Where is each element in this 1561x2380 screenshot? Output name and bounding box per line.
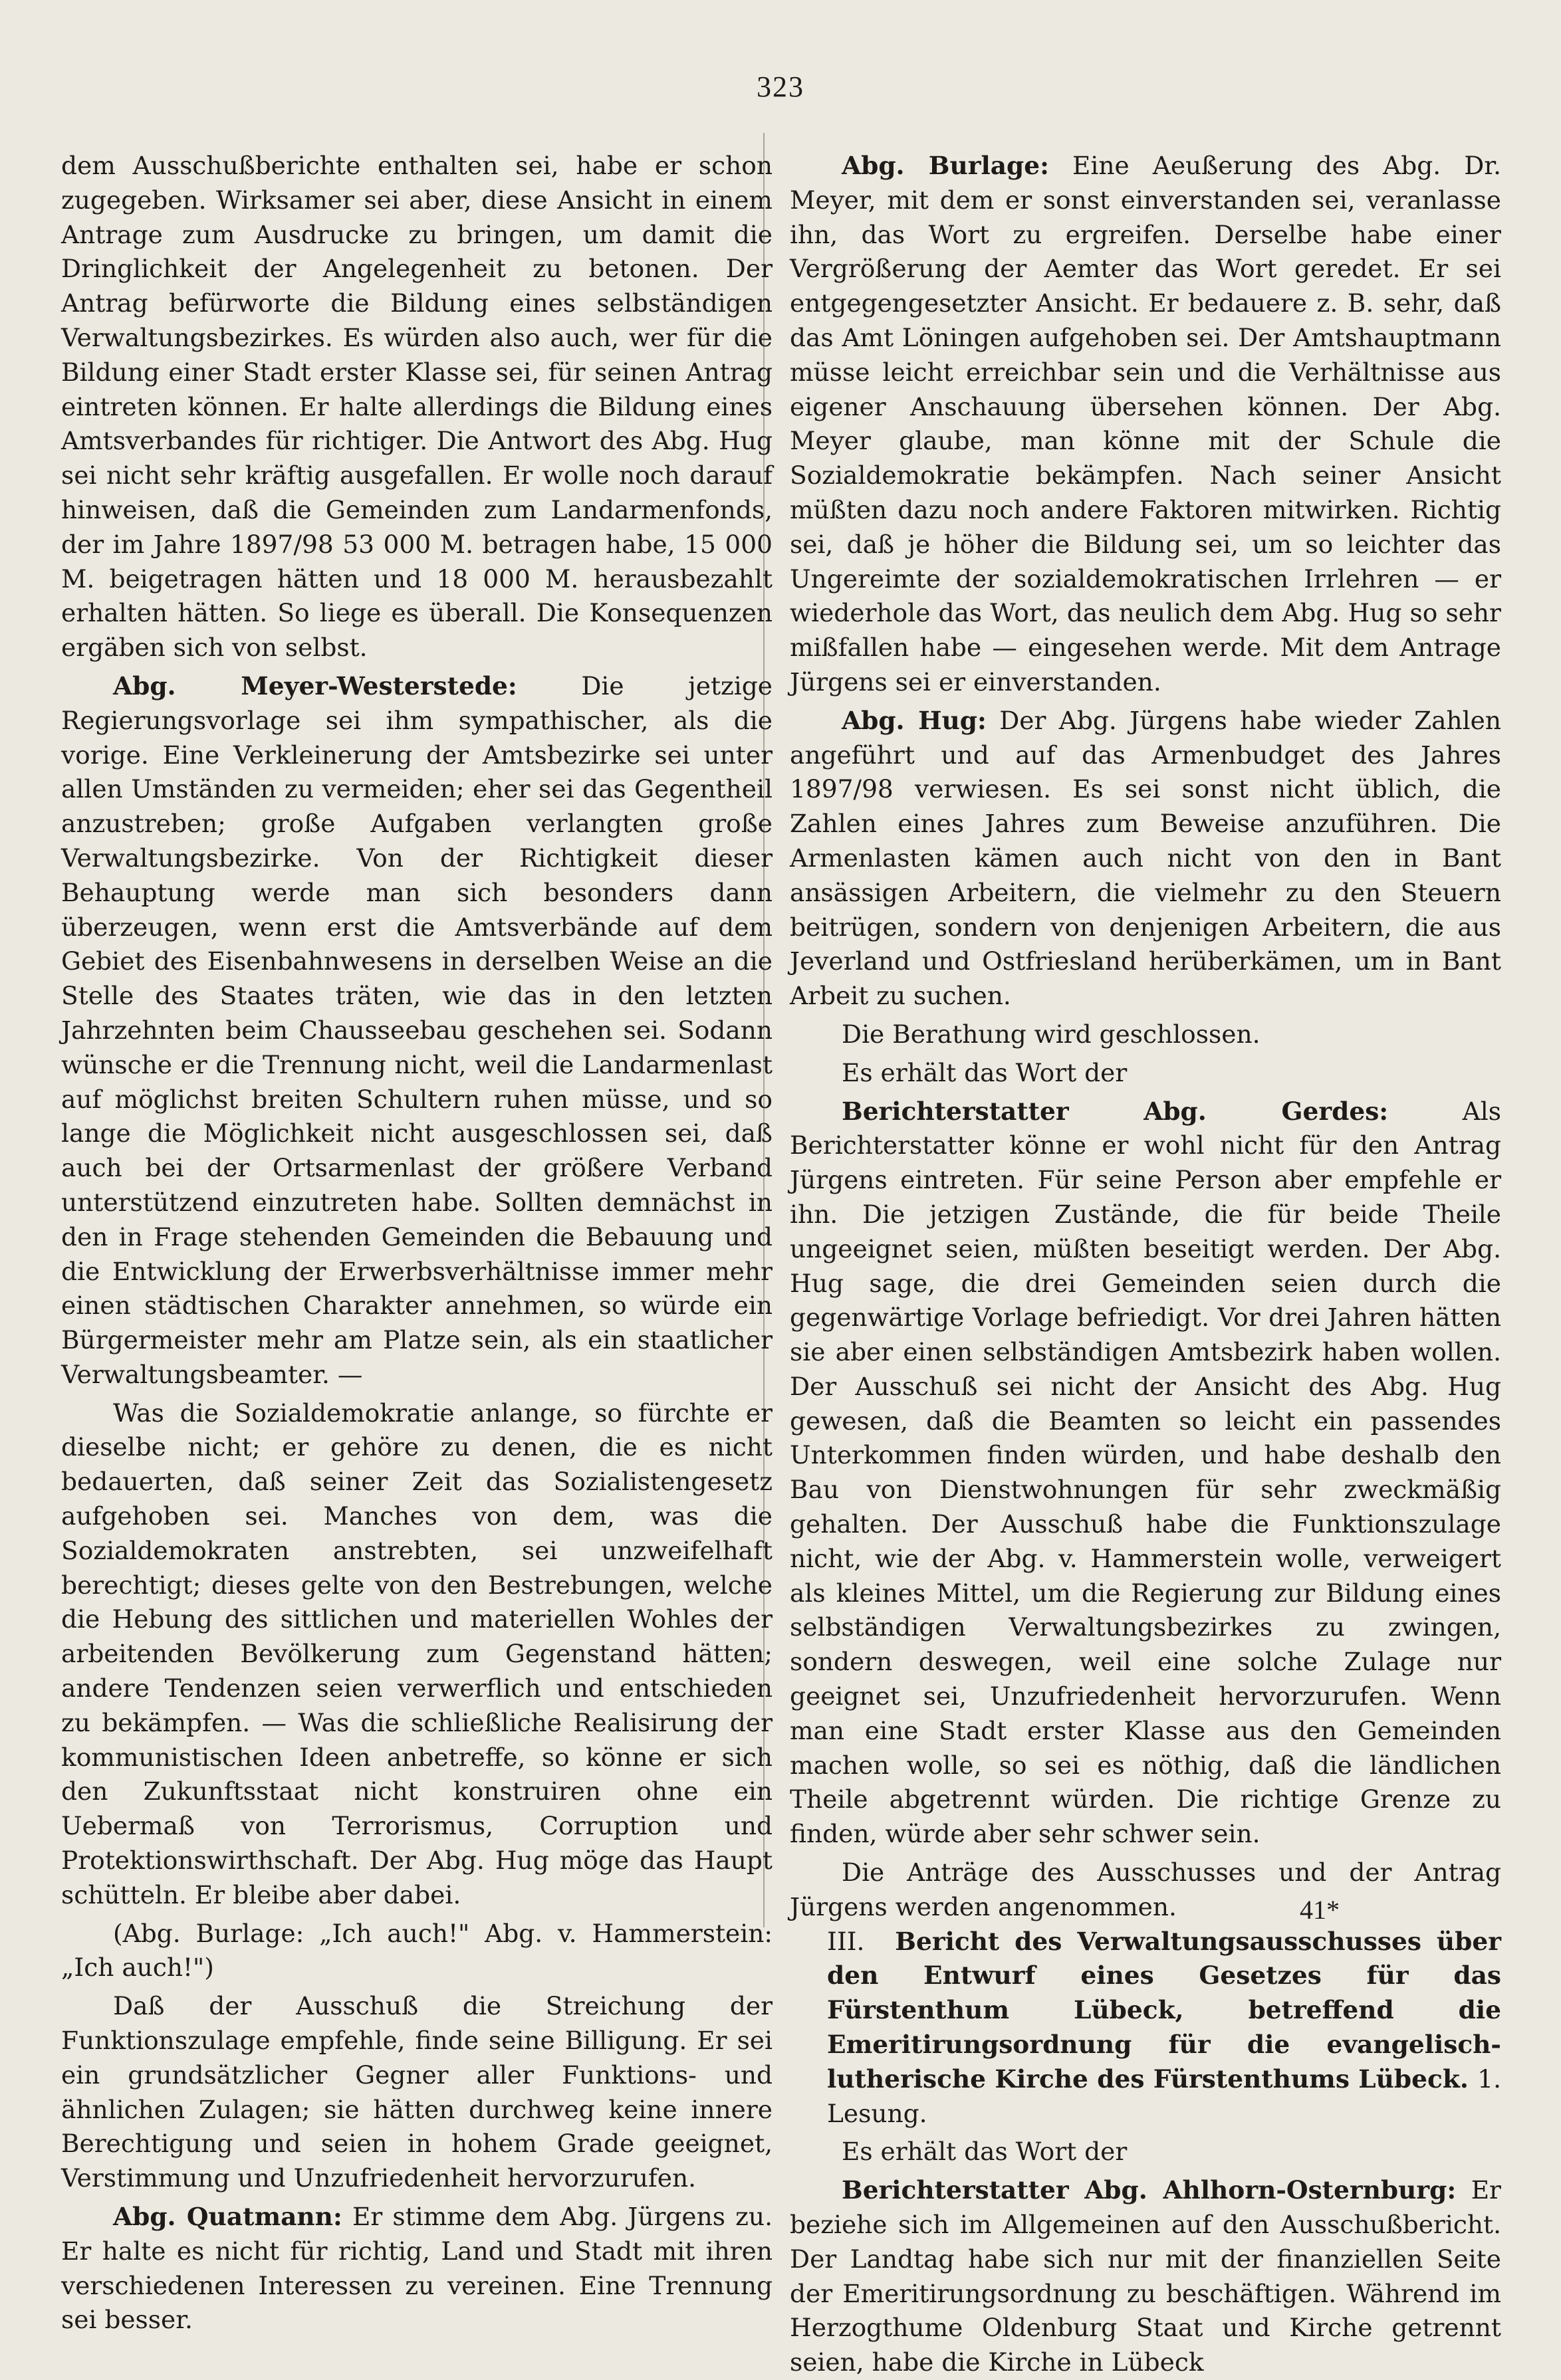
paragraph: Es erhält das Wort der bbox=[842, 2137, 1128, 2167]
paragraph bbox=[790, 2173, 1501, 2380]
page-number: 323 bbox=[757, 70, 804, 103]
paragraph: Was die Sozialdemokratie anlange, so fürchte er dieselbe nicht; er gehöre zu denen, die es nicht bedauerten, daß seiner Zeit das Sozialistengesetz aufgehoben sei. Manches von dem, was die Sozialdemokraten anstrebten, sei unzweifelhaft berechtigt; dieses gelte von den Bestrebungen, welche die Hebung des sittlichen und materiellen Wohles der arbeitenden Bevölkerung zum Gegenstand hätten; andere Tendenzen seien verwerflich und entschieden zu bekämpfen. — Was die schließliche Realisirung der kommunistischen Ideen anbetreffe, so könne er sich den Zukunftsstaat nicht konstruiren ohne ein Uebermaß von Terrorismus, Corruption und Protektionswirthschaft. Der Abg. Hug möge das Haupt schütteln. Er bleibe aber dabei. bbox=[61, 1398, 773, 1909]
paragraph: Es erhält das Wort der bbox=[842, 1057, 1128, 1087]
speaker-name: Abg. Meyer-Westerstede: bbox=[113, 671, 517, 701]
signature-mark: 41* bbox=[1300, 1895, 1340, 1925]
interjection: (Abg. Burlage: „Ich auch!" Abg. v. Hammerstein: „Ich auch!") bbox=[61, 1918, 773, 1983]
speech-text: Eine Aeußerung des Abg. Dr. Meyer, mit dem er sonst einverstanden sei, veranlasse ihn, das Wort zu ergreifen. Derselbe habe einer Vergrößerung der Aemter das Wort geredet. Er sei entgegengesetzter Ansicht. Er bedauere z. B. sehr, daß das Amt Löningen aufgehoben sei. Der Amtshauptmann müsse leicht erreichbar sein und die Verhältnisse aus eigener Anschauung übersehen können. Der Abg. Meyer glaube, man könne mit der Schule die Sozialdemokratie bekämpfen. Nach seiner Ansicht müßten dazu noch andere Faktoren mitwirken. Richtig sei, daß je höher die Bildung sei, um so leichter das Ungereimte der sozialdemokratischen Irrlehren — er wiederhole das Wort, das neulich dem Abg. Hug so sehr mißfallen habe — eingesehen werde. Mit dem Antrage Jürgens sei er einverstanden. bbox=[790, 151, 1501, 697]
paragraph: dem Ausschußberichte enthalten sei, habe er schon zugegeben. Wirksamer sei aber, diese Ansicht in einem Antrage zum Ausdrucke zu bringen, um damit die Dringlichkeit der Angelegenheit zu betonen. Der Antrag befürworte die Bildung eines selbständigen Verwaltungsbezirkes. Es würden also auch, wer für die Bildung einer Stadt erster Klasse sei, für seinen Antrag eintreten können. Er halte allerdings die Bildung eines Amtsverbandes für richtiger. Die Antwort des Abg. Hug sei nicht sehr kräftig ausgefallen. Er wolle noch darauf hinweisen, daß die Gemeinden zum Landarmenfonds, der im Jahre 1897/98 53 000 M. betragen habe, 15 000 M. beigetragen hätten und 18 000 M. herausbezahlt erhalten hätten. So liege es überall. Die Konsequenzen ergäben sich von selbst. bbox=[61, 151, 773, 663]
speaker-name: Berichterstatter Abg. Ahlhorn-Osternburg: bbox=[842, 2175, 1457, 2205]
section-reading: 1. Lesung. bbox=[827, 2064, 1501, 2128]
paragraph bbox=[790, 149, 1501, 700]
section-heading bbox=[790, 1925, 1501, 2131]
section-number: III. bbox=[827, 1926, 865, 1956]
section-title: Bericht des Verwaltungsausschusses über den Entwurf eines Gesetzes für das Fürstenthum Lübeck, betreffend die Emeritirungsordnung für die evangelisch-lutherische Kirche des Fürstenthums Lübeck. bbox=[827, 1926, 1501, 2094]
paragraph bbox=[61, 669, 773, 1392]
speaker-name: Abg. Burlage: bbox=[842, 151, 1049, 180]
speaker-name: Abg. Hug: bbox=[842, 705, 987, 735]
paragraph bbox=[61, 2200, 773, 2337]
speaker-name: Berichterstatter Abg. Gerdes: bbox=[842, 1096, 1389, 1126]
speech-text: Er stimme dem Abg. Jürgens zu. Er halte es nicht für richtig, Land und Stadt mit ihren verschiedenen Interessen zu vereinen. Eine Trennung sei besser. bbox=[61, 2202, 773, 2335]
paragraph: Daß der Ausschuß die Streichung der Funktionszulage empfehle, finde seine Billigung. Er sei ein grundsätzlicher Gegner aller Funktions- und ähnlichen Zulagen; sie hätten durchweg keine innere Berechtigung und seien in hohem Grade geeignet, Verstimmung und Unzufriedenheit hervorzurufen. bbox=[61, 1991, 773, 2193]
left-column bbox=[61, 149, 773, 2337]
speech-text: Der Abg. Jürgens habe wieder Zahlen angeführt und auf das Armenbudget des Jahres 1897/98 verwiesen. Es sei sonst nicht üblich, die Zahlen eines Jahres zum Beweise anzuführen. Die Armenlasten kämen auch nicht von den in Bant ansässigen Arbeitern, die vielmehr zu den Steuern beitrügen, sondern von denjenigen Arbeitern, die aus Jeverland und Ostfriesland herüberkämen, um in Bant Arbeit zu suchen. bbox=[790, 705, 1501, 1011]
paragraph: Die Anträge des Ausschusses und der Antrag Jürgens werden angenommen. bbox=[790, 1858, 1501, 1921]
speech-text: Die jetzige Regierungsvorlage sei ihm sympathischer, als die vorige. Eine Verkleinerung der Amtsbezirke sei unter allen Umständen zu vermeiden; eher sei das Gegentheil anzustreben; große Aufgaben verlangten große Verwaltungsbezirke. Von der Richtigkeit dieser Behauptung werde man sich besonders dann überzeugen, wenn erst die Amtsverbände auf dem Gebiet des Eisenbahnwesens in derselben Weise an die Stelle des Staates träten, wie das in den letzten Jahrzehnten beim Chausseebau geschehen sei. Sodann wünsche er die Trennung nicht, weil die Landarmenlast auf möglichst breiten Schultern ruhen müsse, und so lange die Möglichkeit nicht ausgeschlossen sei, daß auch bei der Ortsarmenlast der größere Verband unterstützend einzutreten habe. Sollten demnächst in den in Frage stehenden Gemeinden die Bebauung und die Entwicklung der Erwerbsverhältnisse immer mehr einen städtischen Charakter annehmen, so würde ein Bürgermeister mehr am Platze sein, als ein staatlicher Verwaltungsbeamter. — bbox=[61, 671, 773, 1389]
paragraph bbox=[790, 704, 1501, 1014]
paragraph: Die Berathung wird geschlossen. bbox=[842, 1019, 1261, 1049]
speaker-name: Abg. Quatmann: bbox=[113, 2202, 342, 2232]
speech-text: Er beziehe sich im Allgemeinen auf den Ausschußbericht. Der Landtag habe sich nur mit der finanziellen Seite der Emeritirungsordnung zu beschäftigen. Während im Herzogthume Oldenburg Staat und Kirche getrennt seien, habe die Kirche in Lübeck bbox=[790, 2175, 1501, 2377]
right-column bbox=[790, 149, 1501, 2380]
speech-text: Als Berichterstatter könne er wohl nicht für den Antrag Jürgens eintreten. Für seine Person aber empfehle er ihn. Die jetzigen Zustände, die für beide Theile ungeeignet seien, müßten beseitigt werden. Der Abg. Hug sage, die drei Gemeinden seien durch die gegenwärtige Vorlage befriedigt. Vor drei Jahren hätten sie aber einen selbständigen Amtsbezirk haben wollen. Der Ausschuß sei nicht der Ansicht des Abg. Hug gewesen, daß die Beamten so leicht ein passendes Unterkommen finden würden, und habe deshalb den Bau von Dienstwohnungen für sehr zweckmäßig gehalten. Der Ausschuß habe die Funktionszulage nicht, wie der Abg. v. Hammerstein wolle, verweigert als kleines Mittel, um die Regierung zur Bildung eines selbständigen Verwaltungsbezirkes zu zwingen, sondern deswegen, weil eine solche Zulage nur geeignet sei, Unzufriedenheit hervorzurufen. Wenn man eine Stadt erster Klasse aus den Gemeinden machen wolle, so sei es nöthig, daß die ländlichen Theile abgetrennt würden. Die richtige Grenze zu finden, würde aber sehr schwer sein. bbox=[790, 1096, 1501, 1849]
paragraph bbox=[790, 1095, 1501, 1852]
